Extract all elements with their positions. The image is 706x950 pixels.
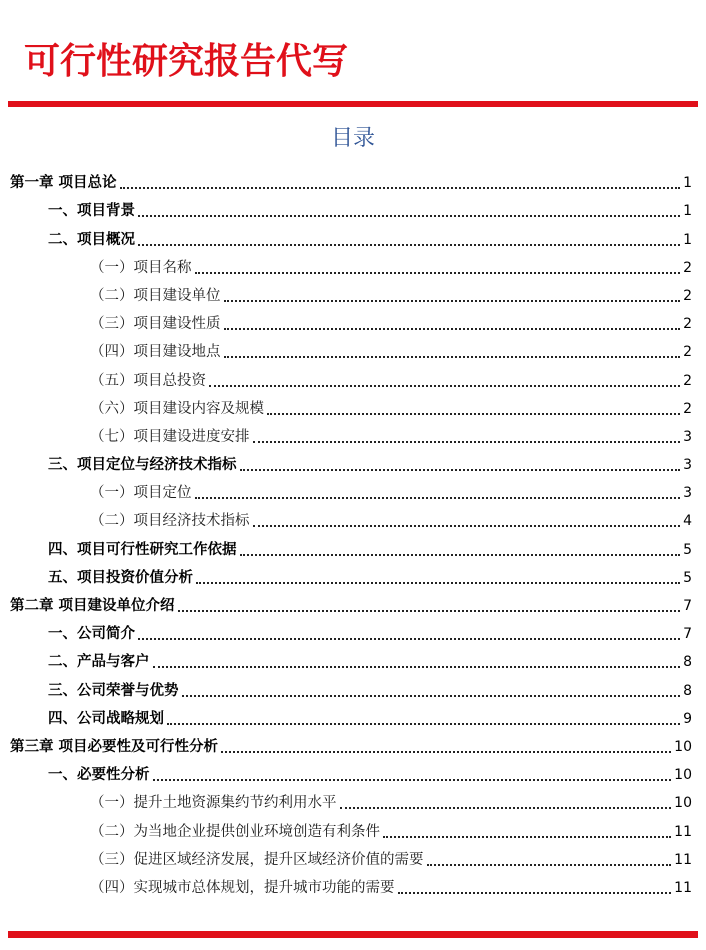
toc-dot-leader — [138, 244, 680, 246]
toc-entry[interactable] — [0, 789, 706, 817]
toc-entry-title: （二）项目经济技术指标 — [90, 513, 250, 530]
toc-entry-title: 第二章 项目建设单位介绍 — [10, 597, 175, 614]
toc-dot-leader — [196, 582, 680, 584]
toc-entry[interactable] — [0, 451, 706, 479]
toc-dot-leader — [153, 666, 681, 668]
toc-entry[interactable] — [0, 225, 706, 253]
toc-entry-page-number: 2 — [683, 259, 692, 276]
toc-entry-title: 三、项目定位与经济技术指标 — [48, 456, 237, 474]
toc-entry-title: （一）项目定位 — [90, 485, 192, 502]
toc-dot-leader — [195, 272, 681, 274]
toc-dot-leader — [138, 215, 680, 217]
header-divider — [8, 101, 698, 107]
toc-entry-title: （四）实现城市总体规划，提升城市功能的需要 — [90, 879, 395, 896]
toc-entry-page-number: 11 — [674, 879, 692, 896]
toc-entry[interactable] — [0, 564, 706, 592]
toc-dot-leader — [224, 356, 681, 358]
toc-dot-leader — [340, 807, 672, 809]
toc-entry-page-number: 11 — [674, 823, 692, 840]
toc-entry-page-number: 5 — [683, 541, 692, 558]
toc-dot-leader — [138, 638, 680, 640]
toc-entry-title: （四）项目建设地点 — [90, 344, 221, 361]
toc-entry-page-number: 10 — [674, 738, 692, 755]
toc-dot-leader — [398, 892, 672, 894]
toc-entry-title: （七）项目建设进度安排 — [90, 428, 250, 445]
toc-entry-page-number: 11 — [674, 851, 692, 868]
toc-entry[interactable] — [0, 507, 706, 535]
toc-entry-title: 二、产品与客户 — [48, 653, 150, 671]
toc-entry-title: 四、项目可行性研究工作依据 — [48, 540, 237, 558]
toc-entry-page-number: 10 — [674, 767, 692, 784]
toc-dot-leader — [253, 525, 681, 527]
toc-entry[interactable] — [0, 479, 706, 507]
toc-entry-page-number: 5 — [683, 569, 692, 586]
toc-entry-page-number: 3 — [683, 485, 692, 502]
toc-entry-title: （一）提升土地资源集约节约利用水平 — [90, 795, 337, 812]
toc-entry-title: （六）项目建设内容及规模 — [90, 400, 264, 417]
footer-divider — [8, 931, 698, 938]
toc-entry-page-number: 3 — [683, 428, 692, 445]
toc-entry-title: 五、项目投资价值分析 — [48, 568, 193, 586]
document-header-title: 可行性研究报告代写 — [24, 41, 349, 82]
toc-entry[interactable] — [0, 395, 706, 423]
toc-entry-page-number: 9 — [683, 710, 692, 727]
toc-entry-page-number: 3 — [683, 457, 692, 474]
toc-entry-title: 第三章 项目必要性及可行性分析 — [10, 737, 219, 755]
toc-entry-title: 一、项目背景 — [48, 202, 135, 220]
toc-entry[interactable] — [0, 366, 706, 394]
toc-dot-leader — [224, 328, 681, 330]
toc-heading: 目录 — [330, 126, 375, 151]
toc-dot-leader — [209, 385, 680, 387]
toc-entry-page-number: 1 — [683, 175, 692, 192]
toc-entry[interactable] — [0, 169, 706, 197]
toc-entry[interactable] — [0, 846, 706, 874]
toc-entry-title: 一、必要性分析 — [48, 766, 150, 784]
toc-entry[interactable] — [0, 620, 706, 648]
toc-entry-title: 一、公司简介 — [48, 625, 135, 643]
toc-entry[interactable] — [0, 310, 706, 338]
toc-entry[interactable] — [0, 648, 706, 676]
toc-entry-page-number: 1 — [683, 203, 692, 220]
toc-entry[interactable] — [0, 705, 706, 733]
toc-entry-page-number: 4 — [683, 513, 692, 530]
toc-entry-page-number: 2 — [683, 400, 692, 417]
toc-entry-title: （三）促进区域经济发展，提升区域经济价值的需要 — [90, 851, 424, 868]
toc-dot-leader — [153, 779, 672, 781]
toc-entry-page-number: 2 — [683, 316, 692, 333]
toc-entry-page-number: 2 — [683, 344, 692, 361]
toc-dot-leader — [195, 497, 681, 499]
toc-entry-title: （一）项目名称 — [90, 259, 192, 276]
toc-entry[interactable] — [0, 254, 706, 282]
toc-entry-title: 二、项目概况 — [48, 230, 135, 248]
toc-dot-leader — [240, 469, 681, 471]
toc-entry-page-number: 10 — [674, 795, 692, 812]
toc-dot-leader — [383, 836, 671, 838]
toc-entry[interactable] — [0, 338, 706, 366]
toc-dot-leader — [240, 554, 681, 556]
toc-entry-title: （五）项目总投资 — [90, 372, 206, 389]
toc-entry-title: （二）项目建设单位 — [90, 287, 221, 304]
toc-entry[interactable] — [0, 282, 706, 310]
toc-entry[interactable] — [0, 874, 706, 902]
table-of-contents — [0, 169, 706, 902]
toc-entry[interactable] — [0, 197, 706, 225]
toc-entry[interactable] — [0, 423, 706, 451]
toc-entry[interactable] — [0, 761, 706, 789]
toc-entry-title: 三、公司荣誉与优势 — [48, 681, 179, 699]
toc-dot-leader — [221, 751, 671, 753]
toc-entry-page-number: 2 — [683, 287, 692, 304]
toc-entry-title: 四、公司战略规划 — [48, 709, 164, 727]
toc-dot-leader — [427, 864, 672, 866]
toc-entry[interactable] — [0, 676, 706, 704]
toc-entry-title: 第一章 项目总论 — [10, 174, 117, 192]
toc-entry[interactable] — [0, 592, 706, 620]
toc-entry-page-number: 8 — [683, 682, 692, 699]
toc-entry-page-number: 7 — [683, 626, 692, 643]
toc-entry-title: （二）为当地企业提供创业环境创造有利条件 — [90, 823, 380, 840]
toc-dot-leader — [167, 723, 680, 725]
toc-dot-leader — [224, 300, 681, 302]
toc-dot-leader — [120, 187, 681, 189]
toc-entry-page-number: 7 — [683, 598, 692, 614]
toc-dot-leader — [267, 413, 680, 415]
toc-entry[interactable] — [0, 733, 706, 761]
toc-entry-page-number: 2 — [683, 372, 692, 389]
toc-entry[interactable] — [0, 817, 706, 845]
toc-dot-leader — [253, 441, 681, 443]
toc-entry-page-number: 1 — [683, 231, 692, 248]
toc-entry-title: （三）项目建设性质 — [90, 316, 221, 333]
toc-dot-leader — [182, 695, 681, 697]
toc-dot-leader — [178, 610, 681, 612]
toc-entry[interactable] — [0, 535, 706, 563]
toc-entry-page-number: 8 — [683, 654, 692, 671]
